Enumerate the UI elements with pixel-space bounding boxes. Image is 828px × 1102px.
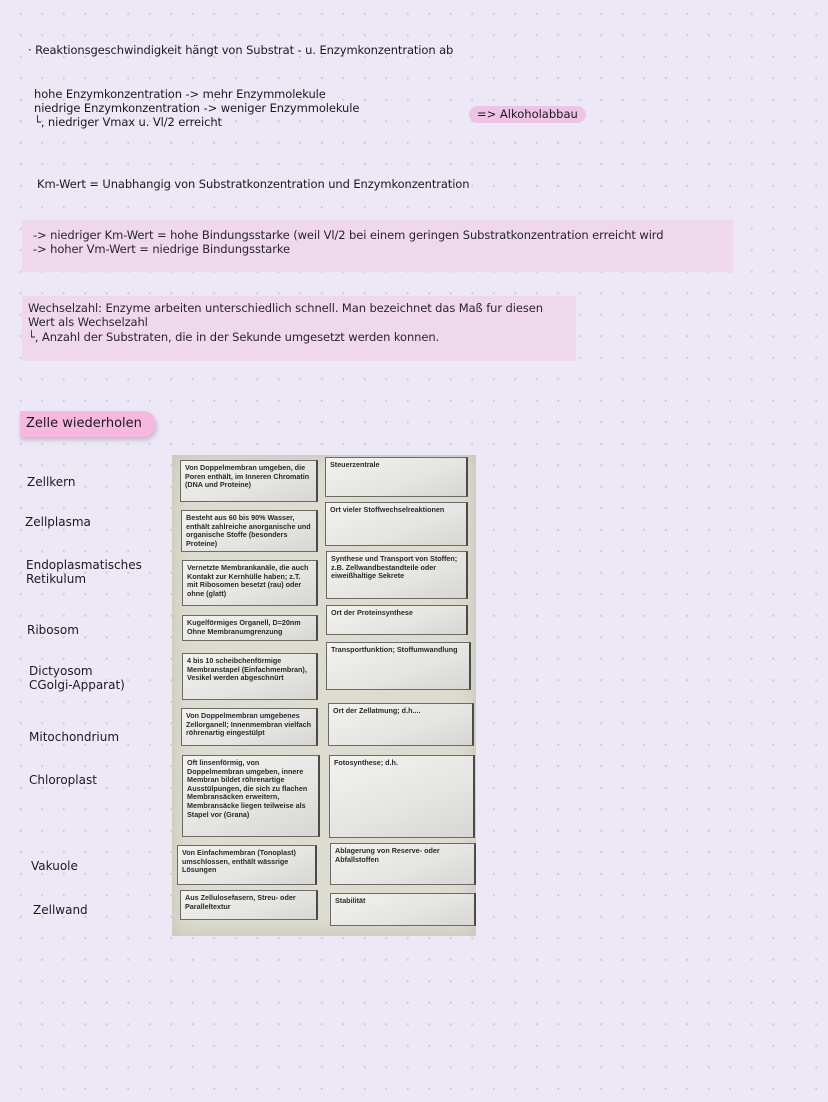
worksheet-photo (172, 455, 476, 936)
note-reaction-speed: · Reaktionsgeschwindigkeit hängt von Substrat - u. Enzymkonzentration ab (28, 43, 454, 57)
card-function-dictyosom: Transportfunktion; Stoffumwandlung (326, 642, 471, 690)
highlight-box-km (22, 220, 733, 272)
note-km-wert: Km-Wert = Unabhangig von Substratkonzentration und Enzymkonzentration (37, 177, 470, 191)
card-structure-zellwand: Aus Zellulosefasern, Streu- oder Paralleltextur (180, 890, 318, 920)
card-structure-vakuole: Von Einfachmembran (Tonoplast) umschlossen, enthält wässrige Lösungen (177, 845, 317, 885)
card-function-mitochondrium: Ort der Zellatmung; d.h.... (328, 703, 474, 746)
organelle-label-zellkern: Zellkern (27, 475, 76, 489)
note-high-vm: -> hoher Vm-Wert = niedrige Bindungsstarke (33, 242, 290, 256)
card-function-chloroplast: Fotosynthese; d.h. (329, 755, 475, 838)
note-enzyme-low: niedrige Enzymkonzentration -> weniger Enzymmolekule (34, 101, 360, 115)
card-function-zellkern: Steuerzentrale (325, 457, 468, 497)
organelle-label-zellwand: Zellwand (33, 903, 88, 917)
organelle-label-mitochondrium: Mitochondrium (29, 730, 120, 744)
card-structure-zellplasma: Besteht aus 60 bis 90% Wasser, enthält zahlreiche anorganische und organische Stoffe (besonders Proteine) (181, 510, 318, 552)
organelle-label-dictyosom: Dictyosom CGolgi-Apparat) (29, 664, 125, 692)
card-structure-zellkern: Von Doppelmembran umgeben, die Poren enthält, im Inneren Chromatin (DNA und Proteine) (180, 460, 318, 502)
note-vmax: └, niedriger Vmax u. Vl/2 erreicht (34, 115, 222, 129)
organelle-label-zellplasma: Zellplasma (25, 515, 91, 529)
card-structure-ribosom: Kugelförmiges Organell, D=20nm Ohne Membranumgrenzung (182, 615, 318, 641)
note-wechselzahl-3: └, Anzahl der Substraten, die in der Sekunde umgesetzt werden konnen. (28, 330, 440, 344)
note-enzyme-high: hohe Enzymkonzentration -> mehr Enzymmolekule (34, 87, 326, 101)
card-structure-dictyosom: 4 bis 10 scheibchenförmige Membranstapel (Einfachmembran), Vesikel werden abgeschnürt (182, 653, 318, 700)
organelle-label-chloroplast: Chloroplast (29, 773, 97, 787)
note-wechselzahl-1: Wechselzahl: Enzyme arbeiten unterschiedlich schnell. Man bezeichnet das Maß fur diesen (28, 301, 543, 315)
tag-alkoholabbau: => Alkoholabbau (469, 106, 586, 123)
section-heading-zelle: Zelle wiederholen (20, 411, 156, 437)
card-structure-mitochondrium: Von Doppelmembran umgebenes Zellorganell; Innenmembran vielfach röhrenartig eingestülpt (181, 708, 318, 746)
card-structure-chloroplast: Oft linsenförmig, von Doppelmembran umgeben, innere Membran bildet röhrenartige Ausstülpungen, die sich zu flachen Membransäcken erweitern, Membransäcke liegen teilweise als Stapel vor (Grana) (182, 755, 320, 837)
highlight-box-wechselzahl (22, 296, 576, 361)
card-structure-er: Vernetzte Membrankanäle, die auch Kontakt zur Kernhülle haben; z.T. mit Ribosomen besetzt (rau) oder ohne (glatt) (182, 560, 318, 606)
organelle-label-er: Endoplasmatisches Retikulum (26, 558, 142, 586)
card-function-ribosom: Ort der Proteinsynthese (326, 605, 468, 635)
card-function-zellwand: Stabilität (330, 893, 476, 926)
card-function-er: Synthese und Transport von Stoffen; z.B. Zellwandbestandteile oder eiweißhaltige Sekrete (326, 551, 468, 599)
card-function-zellplasma: Ort vieler Stoffwechselreaktionen (325, 502, 468, 546)
note-wechselzahl-2: Wert als Wechselzahl (28, 315, 148, 329)
organelle-label-ribosom: Ribosom (27, 623, 79, 637)
organelle-label-vakuole: Vakuole (31, 859, 78, 873)
note-low-km: -> niedriger Km-Wert = hohe Bindungsstarke (weil Vl/2 bei einem geringen Substratkonzentration erreicht wird (33, 228, 664, 242)
card-function-vakuole: Ablagerung von Reserve- oder Abfallstoffen (330, 843, 476, 885)
